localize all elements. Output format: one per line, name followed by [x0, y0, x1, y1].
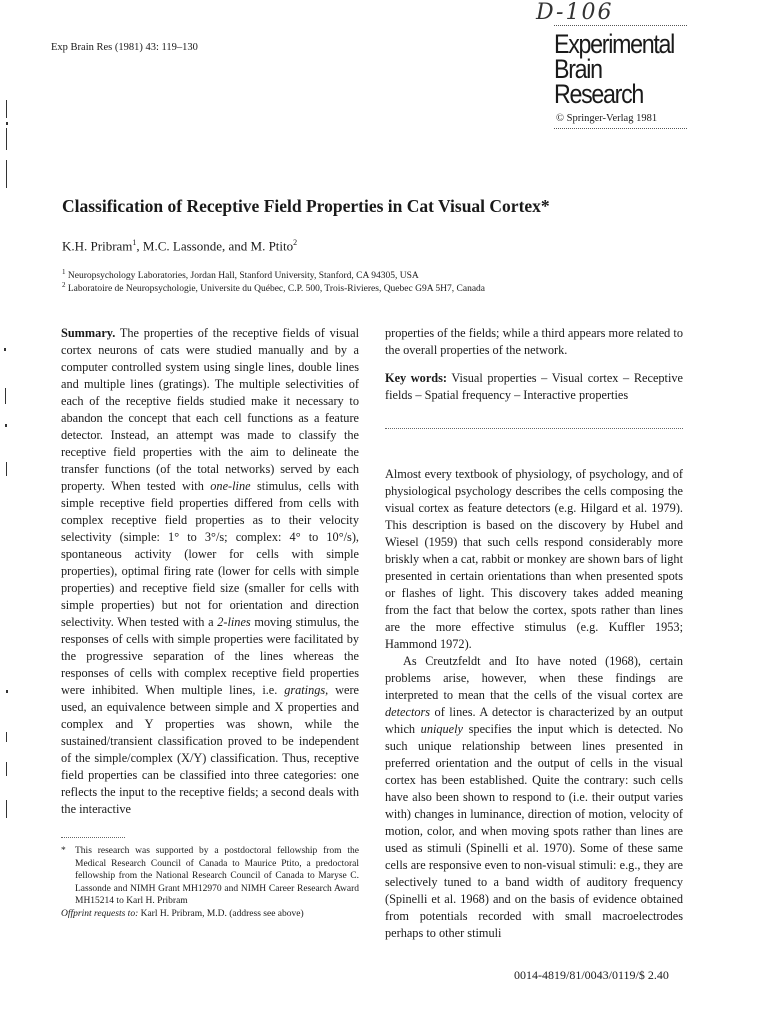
section-separator [385, 428, 683, 429]
margin-mark [6, 160, 7, 188]
offprint-text: Karl H. Pribram, M.D. (address see above) [138, 908, 304, 919]
doi-code: 0014-4819/81/0043/0119/$ 2.40 [514, 968, 669, 982]
body-text-run: As Creutzfeldt and Ito have noted (1968), certain problems arise, however, when these findings are interpreted to mean that the cells of the visual cortex are [385, 654, 683, 702]
affiliation-number: 2 [62, 281, 66, 289]
logo-line-1: Experimental [554, 29, 675, 59]
journal-logo [554, 25, 687, 129]
right-column [385, 325, 683, 404]
affiliation-2 [62, 281, 485, 294]
margin-mark [6, 122, 8, 125]
summary-continued: properties of the fields; while a third appears more related to the overall properties of the network. [385, 326, 683, 357]
margin-mark [6, 800, 7, 818]
margin-mark [4, 348, 6, 351]
summary-text: moving stimulus, the responses of cells with simple properties were facilitated by the progressive separation of the lines whereas the responses of cells with complex receptive field properties were inhibited. When multiple lines, i.e. [61, 615, 359, 697]
affiliation-number: 1 [62, 268, 66, 276]
keywords [385, 370, 683, 404]
body-paragraph-2 [385, 653, 683, 942]
logo-top-rule [554, 25, 687, 26]
summary-emphasis: gratings, [284, 683, 329, 697]
author-rest: , M.C. Lassonde, and M. Ptito [136, 238, 294, 254]
margin-mark [6, 732, 7, 742]
author-2-sup: 2 [293, 238, 298, 247]
summary-label: Summary. [61, 326, 116, 340]
keywords-text: Visual properties – Visual cortex – Receptive fields – Spatial frequency – Interactive properties [385, 371, 683, 402]
authors [62, 238, 297, 254]
body-text-run: specifies the input which is detected. No such unique relationship between lines presented in preferred orientation and the output of cells in the visual cortex has been established. Quite the contrary: such cells have also been shown to respond to (i.e. their output varies with) changes in luminance, direction of motion, velocity of motion, color, and when moving spots rather than lines are used as stimuli (Spinelli et al. 1970). Some of these same cells are responsive even to non-visual stimuli: e.g., they are selectively tuned to a band width of auditory frequency (Spinelli et al. 1968) and on the basis of evidence obtained from potentials recorded with small macroelectrodes perhaps to other stimuli [385, 722, 683, 940]
keywords-label: Key words: [385, 371, 447, 385]
body-emphasis: uniquely [420, 722, 464, 736]
logo-line-2: Brain Research [554, 54, 644, 109]
footnote-text: This research was supported by a postdoctoral fellowship from the Medical Research Council of Canada to Maurice Ptito, a predoctoral fellowship from the National Research Council of Canada to Maryse C. Lassonde and NIMH Grant MH12970 and NIMH Career Research Award MH15214 to Karl H. Pribram [75, 846, 359, 907]
body-text [385, 466, 683, 942]
left-column [61, 325, 359, 818]
handwritten-mark: D-106 [536, 0, 614, 25]
body-emphasis: detectors [385, 705, 431, 719]
margin-mark [6, 690, 8, 693]
margin-mark [6, 100, 7, 118]
paper-title: Classification of Receptive Field Properties in Cat Visual Cortex* [62, 196, 550, 216]
summary-text: were used, an equivalence between simple and X properties and complex and Y properties was shown, while the sustained/transient classification proved to be independent of the simple/complex (X/Y) classification. Thus, receptive field properties can be classified into three categories: one reflects the input to the receptive fields; a second deals with the interactive [61, 683, 359, 816]
summary-text: stimulus, cells with simple receptive field properties differed from cells with complex receptive field properties as to their velocity selectivity (simple: 1° to 3°/s; complex: 4° to 10°/s), spontaneous activity (lower for cells with simple properties), optimal firing rate (lower for cells with simple properties) and receptive field size (smaller for cells with simple properties) but not for orientation and direction selectivity. When tested with a [61, 479, 359, 629]
footnote-funding [61, 845, 359, 908]
logo-wordmark [554, 29, 675, 109]
footnote-separator [61, 837, 125, 838]
affiliation-text: Neuropsychology Laboratories, Jordan Hall, Stanford University, Stanford, CA 94305, USA [67, 271, 419, 282]
offprint-label: Offprint requests to: [61, 908, 139, 919]
body-text-run: of lines. A detector is characterized by an output which [385, 705, 683, 736]
journal-reference: Exp Brain Res (1981) 43: 119–130 [51, 42, 198, 53]
footnote-star: * [61, 846, 66, 856]
body-paragraph-1: Almost every textbook of physiology, of psychology, and of physiological psychology describes the cells composing the visual cortex as feature detectors (e.g. Hilgard et al. 1979). This description is based on the discovery by Hubel and Wiesel (1959) that such cells respond considerably more briskly when a cat, rabbit or monkey are shown bars of light presented in certain orientations than when presented spots or flashes of light. This discovery takes added meaning from the fact that below the cortex, spots rather than lines are the more effective stimulus (e.g. Kuffler 1953; Hammond 1972). [385, 467, 683, 651]
summary-emphasis: one-line [210, 479, 251, 493]
margin-mark [5, 388, 6, 404]
footnote [61, 845, 359, 921]
author-1-sup: 1 [132, 238, 137, 247]
affiliation-text: Laboratoire de Neuropsychologie, Universite du Québec, C.P. 500, Trois-Rivieres, Quebec G9A 5H7, Canada [67, 284, 485, 295]
margin-mark [6, 462, 7, 476]
offprint-requests [61, 908, 359, 921]
summary-text: The properties of the receptive fields of visual cortex neurons of cats were studied manually and by a computer controlled system using single lines, double lines and multiple lines (gratings). The multiple selectivities of each of the receptive fields studied make it necessary to abandon the concept that each cell functions as a feature detector. Instead, an attempt was made to classify the receptive field properties with the aim to delineate the transfer functions (of the total networks) served by each property. When tested with [61, 326, 359, 493]
margin-mark [5, 424, 7, 427]
summary-paragraph [61, 325, 359, 818]
summary-emphasis: 2-lines [217, 615, 251, 629]
margin-mark [6, 762, 7, 776]
author-1: K.H. Pribram [62, 238, 133, 254]
copyright: © Springer-Verlag 1981 [556, 113, 658, 124]
affiliation-1 [62, 268, 419, 281]
margin-mark [6, 128, 7, 150]
logo-bottom-rule [554, 128, 687, 129]
